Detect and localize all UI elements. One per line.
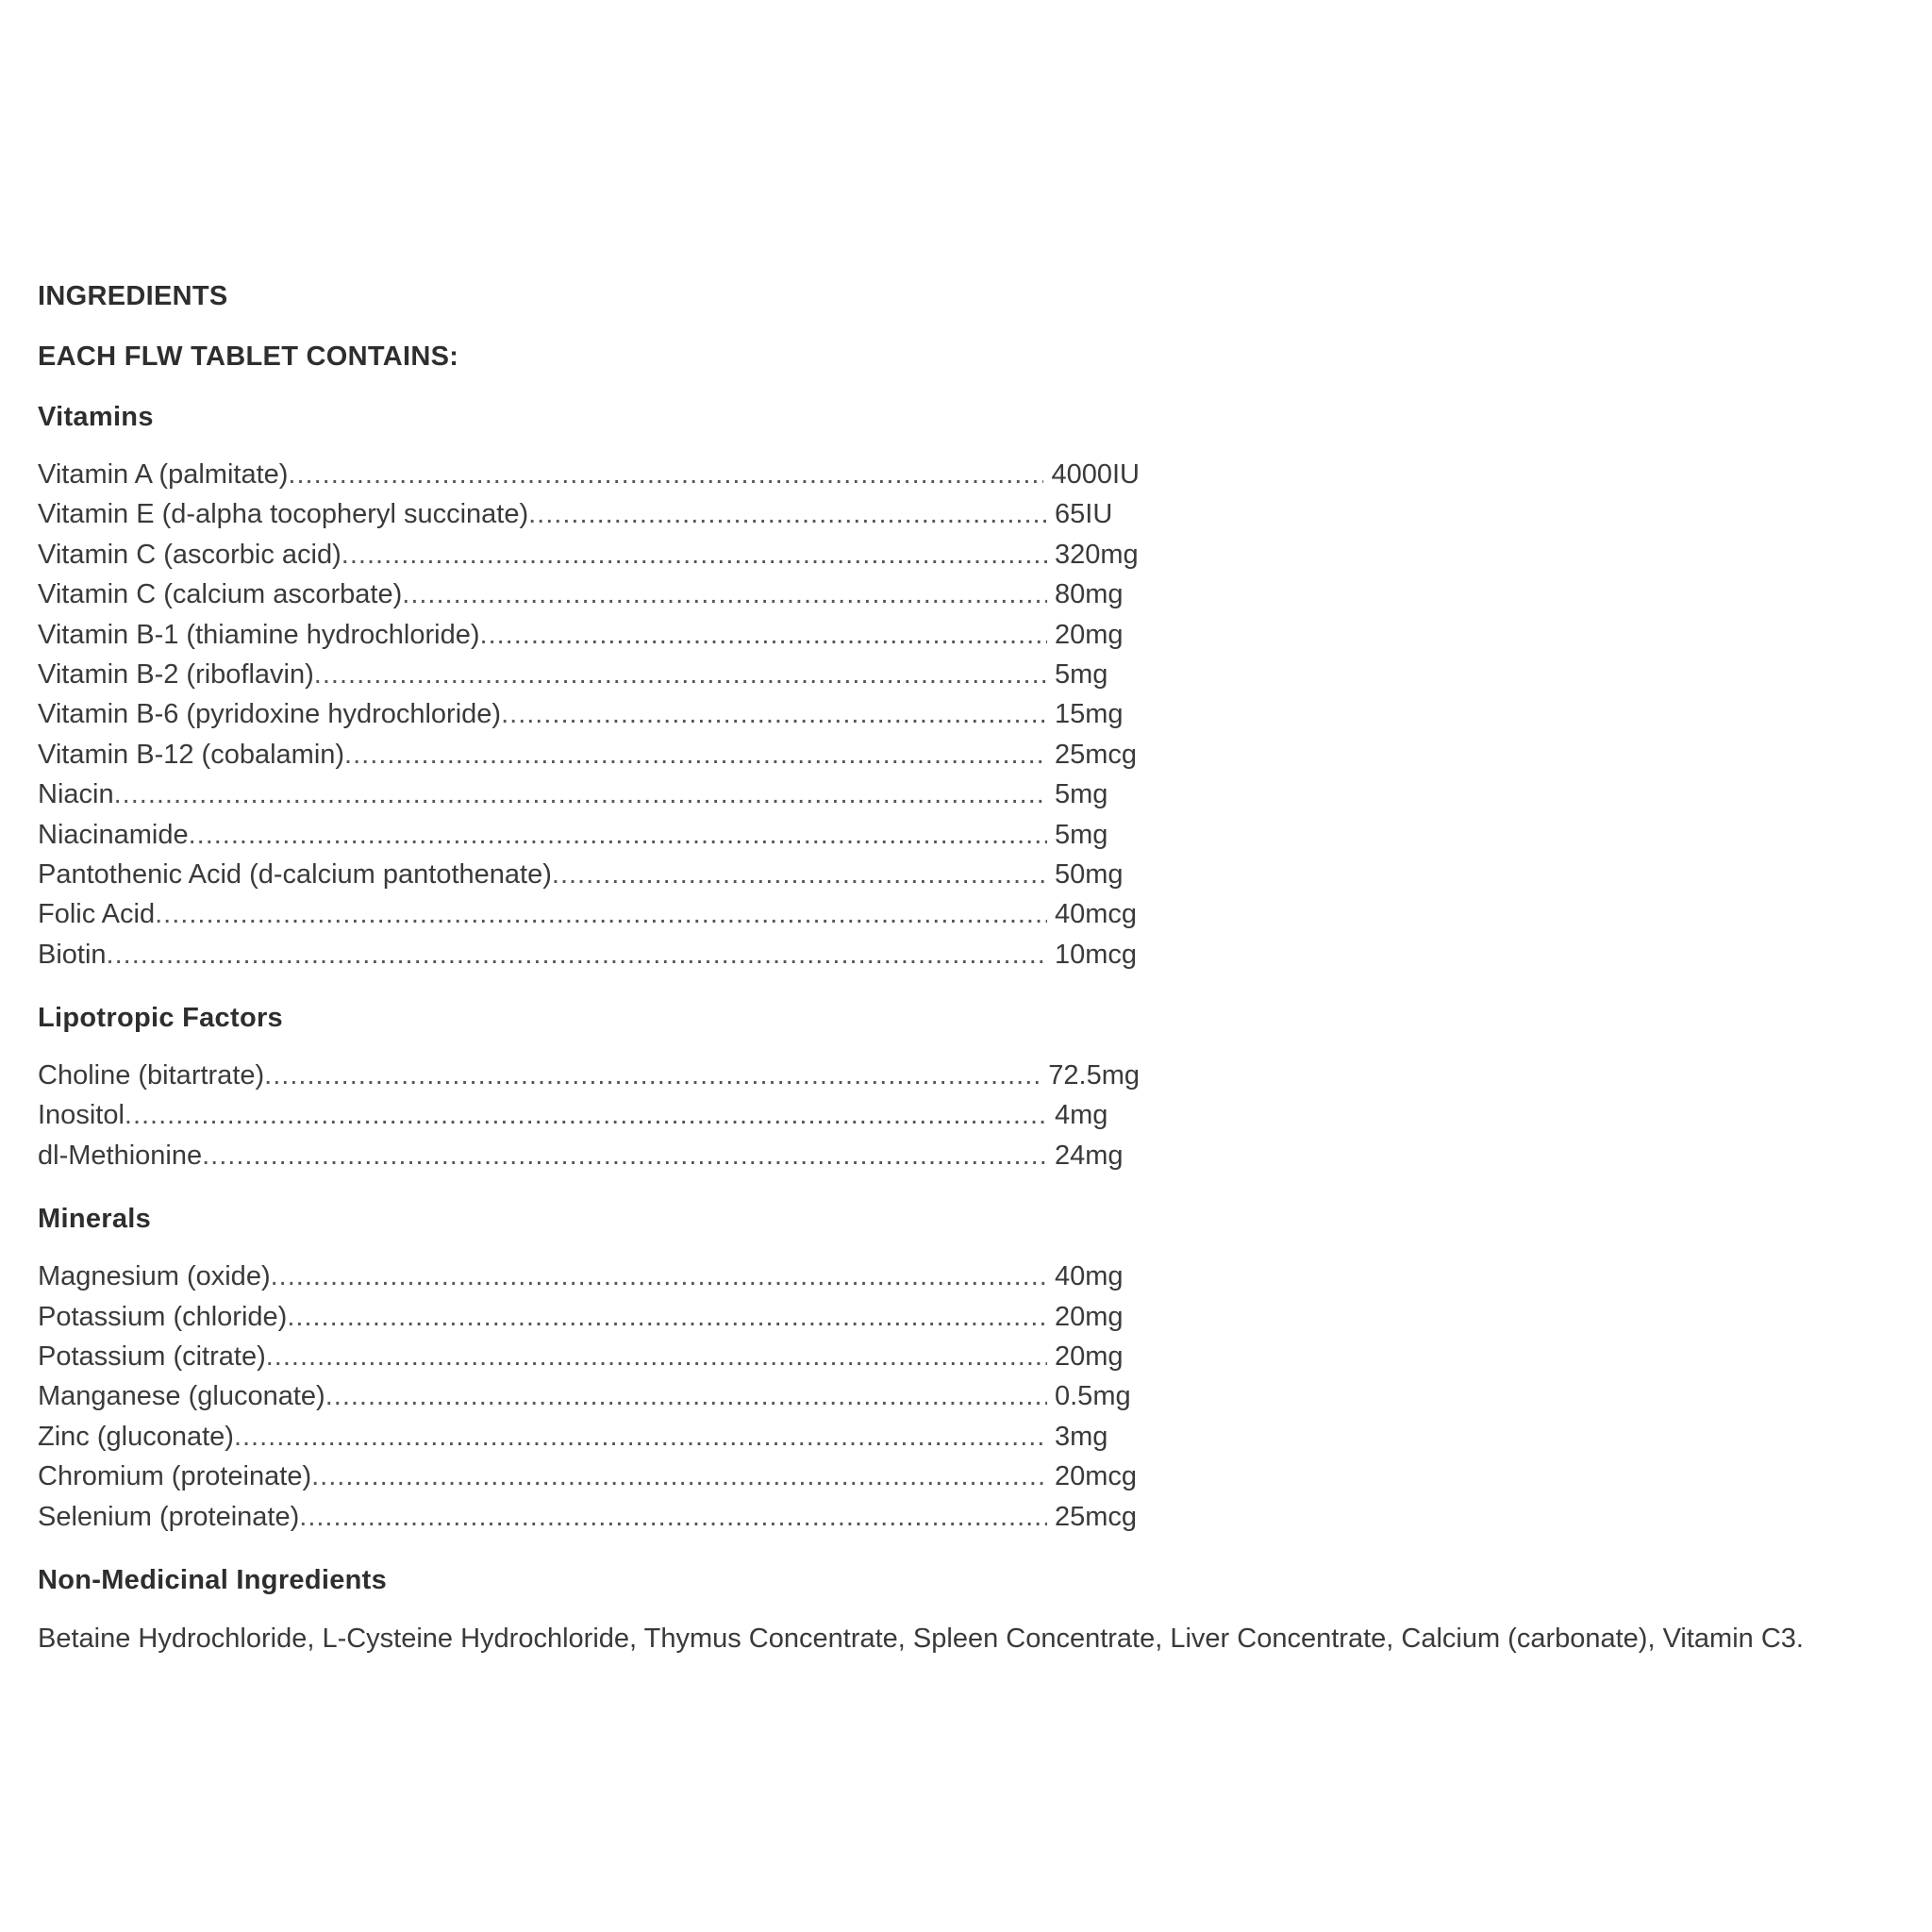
ingredient-amount: 5mg xyxy=(1055,779,1108,810)
ingredient-name: Vitamin A (palmitate) xyxy=(38,459,289,490)
ingredient-row xyxy=(38,1497,1140,1537)
dot-leader xyxy=(125,1095,1047,1135)
ingredient-name: Folic Acid xyxy=(38,899,156,930)
ingredient-name: Biotin xyxy=(38,939,107,970)
ingredient-row xyxy=(38,535,1140,575)
ingredient-row xyxy=(38,894,1140,934)
ingredient-name: Vitamin C (ascorbic acid) xyxy=(38,539,341,570)
ingredient-row xyxy=(38,1376,1140,1416)
ingredient-amount: 0.5mg xyxy=(1055,1381,1131,1412)
ingredient-name: Potassium (citrate) xyxy=(38,1341,266,1373)
dot-leader xyxy=(202,1136,1047,1175)
section-heading: Non-Medicinal Ingredients xyxy=(38,1564,388,1595)
ingredient-name: Chromium (proteinate) xyxy=(38,1461,312,1492)
dot-leader xyxy=(264,1056,1041,1095)
dot-leader xyxy=(271,1257,1047,1296)
ingredient-row xyxy=(38,735,1140,774)
ingredient-name: Vitamin B-1 (thiamine hydrochloride) xyxy=(38,619,480,650)
ingredient-amount: 20mg xyxy=(1055,1301,1124,1332)
ingredient-amount: 50mg xyxy=(1055,858,1124,890)
ingredient-amount: 20mg xyxy=(1055,619,1124,650)
ingredient-name: Vitamin B-12 (cobalamin) xyxy=(38,739,345,770)
ingredient-amount: 72.5mg xyxy=(1048,1060,1140,1091)
section-non-medicinal xyxy=(38,1557,1924,1659)
dot-leader xyxy=(528,494,1047,534)
ingredient-row xyxy=(38,694,1140,734)
dot-leader xyxy=(311,1457,1047,1496)
ingredient-row xyxy=(38,1056,1140,1095)
ingredient-name: Niacin xyxy=(38,779,114,810)
dot-leader xyxy=(480,615,1047,655)
ingredient-name: Magnesium (oxide) xyxy=(38,1261,271,1292)
ingredients-document xyxy=(38,274,1924,1659)
ingredient-list xyxy=(38,455,1140,974)
page-subtitle: EACH FLW TABLET CONTAINS: xyxy=(38,341,459,372)
ingredient-row xyxy=(38,1337,1140,1376)
ingredient-amount: 40mcg xyxy=(1055,899,1138,930)
dot-leader xyxy=(155,894,1047,934)
ingredient-amount: 20mcg xyxy=(1055,1461,1138,1492)
ingredient-row xyxy=(38,1457,1140,1496)
ingredient-row xyxy=(38,1417,1140,1457)
ingredient-row xyxy=(38,815,1140,855)
ingredient-amount: 80mg xyxy=(1055,579,1124,610)
dot-leader xyxy=(402,575,1047,614)
ingredient-amount: 5mg xyxy=(1055,819,1108,850)
ingredient-amount: 25mcg xyxy=(1055,1501,1138,1532)
ingredient-name: Vitamin B-2 (riboflavin) xyxy=(38,658,314,690)
ingredient-name: Manganese (gluconate) xyxy=(38,1381,325,1412)
ingredient-name: Pantothenic Acid (d-calcium pantothenate) xyxy=(38,858,552,890)
ingredient-name: dl-Methionine xyxy=(38,1140,203,1171)
ingredient-row xyxy=(38,575,1140,614)
ingredient-amount: 4000IU xyxy=(1051,459,1140,490)
ingredient-row xyxy=(38,1095,1140,1135)
ingredient-amount: 25mcg xyxy=(1055,739,1138,770)
ingredient-amount: 15mg xyxy=(1055,699,1124,730)
dot-leader xyxy=(234,1417,1047,1457)
dot-leader xyxy=(325,1376,1047,1416)
dot-leader xyxy=(552,855,1047,894)
ingredient-row xyxy=(38,494,1140,534)
ingredient-amount: 24mg xyxy=(1055,1140,1124,1171)
section-lipotropic-factors xyxy=(38,995,1924,1175)
non-medicinal-text: Betaine Hydrochloride, L-Cysteine Hydrochloride, Thymus Concentrate, Spleen Concentrate, Liver Concentrate, Calcium (carbonate), Vitamin C3. xyxy=(38,1623,1804,1654)
section-heading: Minerals xyxy=(38,1204,152,1235)
ingredient-row xyxy=(38,1136,1140,1175)
ingredient-name: Vitamin B-6 (pyridoxine hydrochloride) xyxy=(38,699,502,730)
ingredient-row xyxy=(38,1257,1140,1296)
ingredient-amount: 10mcg xyxy=(1055,939,1138,970)
ingredient-list xyxy=(38,1056,1140,1175)
ingredient-amount: 320mg xyxy=(1055,539,1139,570)
section-minerals xyxy=(38,1196,1924,1537)
ingredient-name: Choline (bitartrate) xyxy=(38,1060,265,1091)
dot-leader xyxy=(501,694,1047,734)
ingredient-amount: 40mg xyxy=(1055,1261,1124,1292)
ingredient-row xyxy=(38,455,1140,494)
dot-leader xyxy=(314,655,1047,694)
ingredient-name: Selenium (proteinate) xyxy=(38,1501,300,1532)
dot-leader xyxy=(189,815,1047,855)
ingredient-amount: 4mg xyxy=(1055,1100,1108,1131)
dot-leader xyxy=(341,535,1047,575)
ingredient-name: Vitamin C (calcium ascorbate) xyxy=(38,579,403,610)
ingredient-name: Potassium (chloride) xyxy=(38,1301,288,1332)
dot-leader xyxy=(288,455,1043,494)
ingredient-row xyxy=(38,1297,1140,1337)
ingredient-row xyxy=(38,655,1140,694)
ingredient-amount: 65IU xyxy=(1055,499,1113,530)
ingredient-row xyxy=(38,935,1140,974)
dot-leader xyxy=(299,1497,1047,1537)
ingredient-name: Zinc (gluconate) xyxy=(38,1421,234,1452)
ingredient-name: Inositol xyxy=(38,1100,125,1131)
ingredient-row xyxy=(38,774,1140,814)
ingredient-row xyxy=(38,855,1140,894)
dot-leader xyxy=(114,774,1047,814)
section-vitamins xyxy=(38,394,1924,974)
ingredient-name: Vitamin E (d-alpha tocopheryl succinate) xyxy=(38,499,529,530)
page-title: INGREDIENTS xyxy=(38,281,228,311)
dot-leader xyxy=(266,1337,1047,1376)
ingredient-amount: 20mg xyxy=(1055,1341,1124,1373)
section-heading: Vitamins xyxy=(38,402,154,432)
ingredient-row xyxy=(38,615,1140,655)
ingredient-list xyxy=(38,1257,1140,1537)
ingredient-name: Niacinamide xyxy=(38,819,189,850)
section-heading: Lipotropic Factors xyxy=(38,1003,283,1034)
dot-leader xyxy=(287,1297,1047,1337)
ingredient-amount: 3mg xyxy=(1055,1421,1108,1452)
ingredient-amount: 5mg xyxy=(1055,658,1108,690)
dot-leader xyxy=(344,735,1047,774)
dot-leader xyxy=(107,935,1047,974)
